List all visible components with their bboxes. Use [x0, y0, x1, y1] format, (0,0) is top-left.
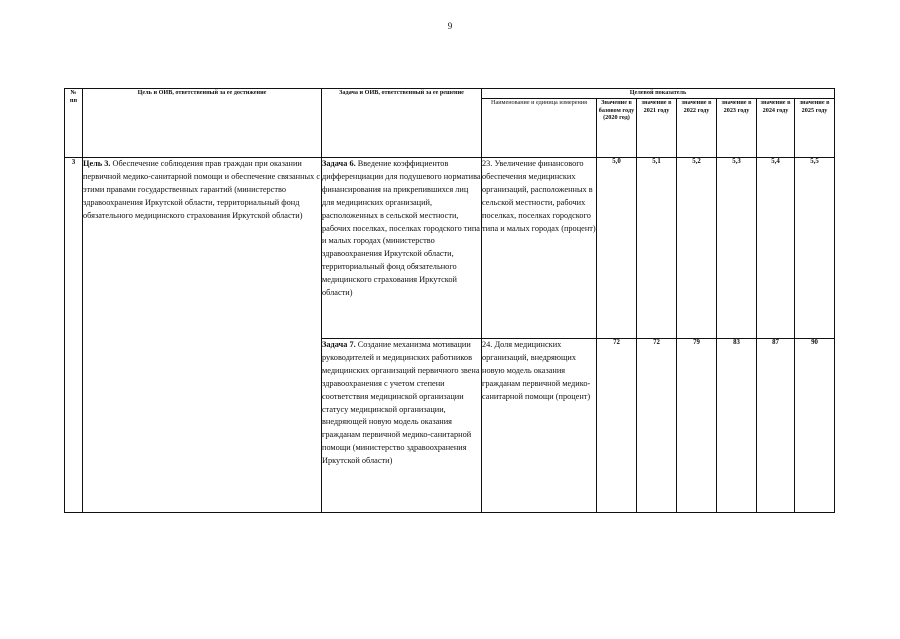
- targets-table: [64, 88, 835, 513]
- table-row: [65, 158, 835, 339]
- header-base-year: Значение в базовом году (2020 год): [597, 99, 637, 158]
- header-num: № пп: [65, 89, 83, 158]
- value-2024: 5,4: [757, 158, 795, 339]
- page-number: 9: [447, 21, 453, 31]
- value-2025: 90: [795, 339, 835, 513]
- header-2022: значение в 2022 году: [677, 99, 717, 158]
- value-2023: 5,3: [717, 158, 757, 339]
- value-2023: 83: [717, 339, 757, 513]
- header-2023: значение в 2023 году: [717, 99, 757, 158]
- task-text: Создание механизма мотивации руководителей и медицинских работников медицинских организаций первичного звена здравоохранения с учетом степени соответствия медицинской организации статусу медицинской организации, внедряющей новую модель оказания гражданам первичной медико-санитарной помощи (министерство здравоохранения Иркутской области): [322, 340, 480, 466]
- value-2025: 5,5: [795, 158, 835, 339]
- task-label: Задача 7.: [322, 340, 356, 349]
- header-2025: значение в 2025 году: [795, 99, 835, 158]
- task-text: Введение коэффициентов дифференциации для подушевого норматива финансирования на прикрепившихся лиц для медицинских организаций, расположенных в сельской местности, рабочих поселках, поселках городского типа и малых городах (министерство здравоохранения Иркутской области, территориальный фонд обязательного медицинского страхования Иркутской области): [322, 159, 481, 298]
- value-2022: 5,2: [677, 158, 717, 339]
- header-2024: значение в 2024 году: [757, 99, 795, 158]
- goal-cell: [83, 158, 322, 513]
- value-base: 72: [597, 339, 637, 513]
- value-2022: 79: [677, 339, 717, 513]
- task-cell: [322, 339, 482, 513]
- indicator-cell: 23. Увеличение финансового обеспечения медицинских организаций, расположенных в сельской местности, рабочих поселках, поселках городского типа и малых городах (процент): [482, 158, 597, 339]
- goal-label: Цель 3.: [83, 159, 111, 168]
- indicator-cell: 24. Доля медицинских организаций, внедряющих новую модель оказания гражданам первичной медико-санитарной помощи (процент): [482, 339, 597, 513]
- header-task: Задача и ОИВ, ответственный за ее решение: [322, 89, 482, 158]
- row-number: 3: [65, 158, 83, 513]
- value-base: 5,0: [597, 158, 637, 339]
- task-label: Задача 6.: [322, 159, 356, 168]
- value-2021: 72: [637, 339, 677, 513]
- header-goal: Цель и ОИВ, ответственный за ее достижение: [83, 89, 322, 158]
- value-2021: 5,1: [637, 158, 677, 339]
- header-indicator-name: Наименование и единица измерения: [482, 99, 597, 158]
- value-2024: 87: [757, 339, 795, 513]
- goal-text: Обеспечение соблюдения прав граждан при оказании первичной медико-санитарной помощи и обеспечение связанных с этими правами государственных гарантий (министерство здравоохранения Иркутской области, территориальный фонд обязательного медицинского страхования Иркутской области): [83, 159, 321, 220]
- header-2021: значение в 2021 году: [637, 99, 677, 158]
- task-cell: [322, 158, 482, 339]
- header-target: Целевой показатель: [482, 89, 835, 99]
